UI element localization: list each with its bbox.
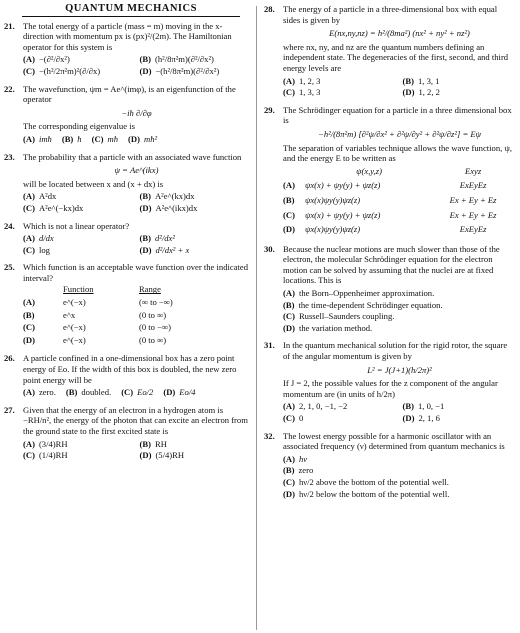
option-b[interactable]	[403, 401, 517, 412]
right-column	[264, 4, 516, 506]
option-text: −(∂²/∂x²)	[38, 54, 70, 65]
option-b[interactable]	[283, 193, 513, 208]
option-text: (5/4)RH	[155, 450, 185, 461]
question-text: Which is not a linear operator?	[23, 220, 130, 231]
option-label: (D)	[283, 224, 295, 235]
option-text: A²e^(kx)dx	[154, 191, 195, 202]
function-value: e^x	[63, 309, 76, 320]
option-label: (A)	[23, 297, 35, 308]
column-header-psi: ψ(x,y,z)	[356, 165, 382, 176]
question-number: 26.	[4, 353, 15, 364]
option-b[interactable]	[403, 76, 517, 87]
equation: L² = J(J+1)(h/2π)²	[367, 364, 432, 375]
option-d[interactable]	[283, 323, 516, 334]
option-label: (C)	[23, 322, 35, 333]
question-text: The lowest energy possible for a harmonic oscillator with an associated frequency (ν) determined from quantum mechanics is	[283, 430, 505, 452]
function-value: e^(−x)	[63, 334, 86, 345]
option-label: (C)	[23, 65, 35, 76]
option-d[interactable]	[140, 450, 251, 461]
option-text: hν/2 below the bottom of the potential well.	[298, 488, 450, 499]
answer-options	[23, 387, 250, 398]
question-text: The probability that a particle with an associated wave function	[23, 151, 242, 162]
equation: ψ = Ae^(ikx)	[114, 165, 159, 176]
column-header-energy: Exyz	[464, 165, 482, 176]
option-c[interactable]	[283, 208, 513, 223]
option-text: A²e^(−kx)dx	[38, 202, 84, 213]
option-a[interactable]	[23, 233, 134, 244]
option-c[interactable]	[283, 413, 397, 424]
option-label: (D)	[128, 133, 140, 144]
option-d[interactable]	[283, 222, 513, 237]
question-text-continued: where nx, ny, and nz are the quantum numbers defining an independent state. The degeneracies of the first, second, and third energy levels are	[283, 41, 509, 73]
question-number: 23.	[4, 151, 15, 162]
option-text: the Born–Oppenheimer approximation.	[298, 288, 435, 299]
option-c[interactable]	[23, 203, 134, 214]
option-label: (C)	[23, 202, 35, 213]
option-text: hν	[298, 453, 308, 464]
left-column	[4, 4, 250, 468]
option-label: (B)	[139, 233, 151, 244]
answer-options	[23, 439, 250, 461]
option-label: (D)	[402, 413, 415, 423]
option-text: zero.	[38, 387, 56, 398]
option-a[interactable]	[23, 191, 134, 202]
option-text: (h²/8π²m)(∂²/∂x²)	[154, 54, 214, 65]
option-c[interactable]	[121, 387, 153, 398]
option-text: −(h²/8π²m)(∂²/∂x²)	[155, 65, 220, 76]
option-label: (A)	[23, 191, 35, 202]
option-text: the variation method.	[298, 322, 373, 333]
option-label: (A)	[23, 133, 35, 144]
option-text: log	[38, 244, 50, 255]
option-text: 2, 1, 0, −1, −2	[298, 401, 348, 412]
option-text: d²/dx²	[154, 233, 175, 244]
question-29	[264, 105, 516, 237]
option-c[interactable]	[283, 477, 516, 488]
question-31	[264, 340, 516, 423]
option-text: mħ²	[143, 133, 158, 144]
option-text: d/dx	[38, 233, 54, 244]
option-label: (A)	[23, 387, 35, 398]
question-text: Which function is an acceptable wave function over the indicated interval?	[23, 262, 249, 283]
option-d[interactable]	[140, 203, 251, 214]
option-d[interactable]	[23, 334, 223, 347]
answer-options	[23, 134, 250, 145]
option-label: (B)	[283, 194, 295, 205]
option-c[interactable]	[283, 87, 397, 98]
option-label: (A)	[283, 401, 295, 412]
option-label: (A)	[23, 233, 35, 244]
question-number: 31.	[264, 340, 275, 351]
option-a[interactable]	[283, 401, 397, 412]
answer-options	[283, 288, 516, 333]
question-24	[4, 221, 250, 256]
option-label: (A)	[283, 288, 295, 299]
answer-options	[23, 54, 250, 76]
option-c[interactable]	[92, 134, 118, 145]
question-number: 32.	[264, 430, 275, 441]
option-label: (C)	[121, 387, 134, 398]
equation: −h²/(8π²m) [∂²ψ/∂x² + ∂²ψ/∂y² + ∂²ψ/∂z²] = Eψ	[318, 128, 481, 139]
option-d[interactable]	[140, 66, 251, 77]
option-c[interactable]	[23, 321, 223, 334]
range-value: (0 to −∞)	[138, 322, 171, 333]
question-text: A particle confined in a one-dimensional box has a zero point energy of Eo. If the width of this box is doubled, the new zero point energy will be	[23, 353, 237, 385]
option-label: (D)	[23, 334, 35, 345]
option-label: (A)	[283, 180, 295, 191]
option-text: (1/4)RH	[38, 450, 68, 461]
option-label: (B)	[402, 75, 414, 86]
option-text: ħ	[77, 133, 82, 144]
option-a[interactable]	[283, 178, 513, 193]
option-label: (C)	[23, 450, 35, 461]
psi-value: ψx(x) + ψy(y) + ψz(z)	[305, 180, 381, 191]
question-number: 24.	[4, 220, 15, 231]
question-number: 22.	[4, 83, 15, 94]
range-value: (0 to ∞)	[138, 309, 167, 320]
question-text-continued: will be located between x and (x + dx) is	[23, 178, 164, 189]
option-b[interactable]	[140, 54, 251, 65]
table-header-row	[23, 283, 223, 296]
option-text: −(h²/2π²m)²(∂/∂x)	[38, 65, 101, 76]
option-label: (D)	[283, 322, 295, 333]
psi-value: ψx(x)ψy(y)ψz(z)	[305, 224, 361, 235]
column-header-function: Function	[63, 284, 94, 295]
option-text: doubled.	[81, 387, 112, 398]
question-number: 27.	[4, 404, 15, 415]
option-label: (C)	[23, 244, 35, 255]
question-text-continued: The corresponding eigenvalue is	[23, 121, 135, 132]
answer-options	[23, 191, 250, 213]
equation: E(nx,ny,nz) = h²/(8ma²) (nx² + ny² + nz²)	[329, 28, 470, 39]
answer-options	[23, 233, 250, 255]
range-value: (0 to ∞)	[138, 334, 167, 345]
option-text: 2, 1, 6	[418, 413, 440, 423]
option-b[interactable]	[283, 465, 516, 476]
option-c[interactable]	[23, 66, 134, 77]
option-label: (B)	[139, 438, 151, 449]
option-label: (C)	[283, 311, 295, 322]
question-text: Because the nuclear motions are much slower than those of the electron, the molecular Schrödinger equation for the electron motion can be solved by assuming that the nuclei are at fixed locations. This is	[283, 243, 500, 286]
psi-value: ψx(x)ψy(y)ψz(z)	[305, 194, 361, 205]
equation: −iħ ∂/∂φ	[121, 107, 152, 118]
question-text: The wavefunction, ψm = Ae^(imφ), is an eigenfunction of the operator	[23, 83, 236, 105]
answer-options	[283, 401, 516, 423]
option-label: (D)	[402, 87, 415, 98]
question-text: The energy of a particle in a three-dimensional box with equal sides is given by	[283, 4, 498, 25]
option-label: (C)	[283, 476, 295, 487]
section-title: QUANTUM MECHANICS	[22, 4, 240, 17]
option-d[interactable]	[403, 413, 517, 424]
question-26	[4, 353, 250, 397]
question-23	[4, 152, 250, 214]
answer-options	[283, 454, 516, 499]
option-c[interactable]	[23, 450, 134, 461]
table-header-row	[283, 164, 513, 179]
option-a[interactable]	[283, 454, 516, 465]
function-value: e^(−x)	[63, 322, 86, 333]
option-label: (C)	[283, 209, 295, 220]
option-label: (C)	[91, 133, 104, 144]
options-table	[23, 283, 223, 346]
option-c[interactable]	[283, 311, 516, 322]
option-text: 0	[298, 413, 304, 423]
option-d[interactable]	[163, 387, 195, 398]
option-b[interactable]	[140, 233, 251, 244]
energy-value: ExEyEz	[459, 180, 487, 191]
option-b[interactable]	[66, 387, 111, 398]
energy-value: Ex + Ey + Ez	[449, 194, 497, 205]
option-label: (C)	[283, 87, 295, 98]
option-a[interactable]	[23, 134, 52, 145]
option-d[interactable]	[403, 87, 517, 98]
question-22	[4, 84, 250, 145]
question-number: 30.	[264, 243, 275, 254]
range-value: (∞ to −∞)	[138, 297, 173, 308]
option-text: the time-dependent Schrödinger equation.	[298, 299, 443, 310]
option-label: (B)	[23, 309, 35, 320]
energy-value: Ex + Ey + Ez	[449, 209, 497, 220]
question-text-continued: If J = 2, the possible values for the z component of the angular momentum are (in units of h/2π)	[283, 378, 498, 399]
option-text: imħ	[38, 133, 52, 144]
option-text: 1, 0, −1	[417, 401, 445, 412]
option-label: (D)	[139, 65, 152, 76]
option-label: (D)	[283, 488, 295, 499]
option-text: A²dx	[38, 191, 57, 202]
option-label: (A)	[283, 75, 295, 86]
column-divider	[256, 6, 257, 630]
option-label: (A)	[23, 54, 35, 65]
option-b[interactable]	[140, 439, 251, 450]
option-text: 1, 2, 2	[418, 87, 440, 98]
question-text-continued: The separation of variables technique allows the wave function, ψ, and the energy E to be written as	[283, 142, 512, 164]
question-number: 28.	[264, 4, 275, 14]
option-text: mħ	[107, 133, 119, 144]
option-d[interactable]	[140, 245, 251, 256]
option-label: (D)	[139, 202, 152, 213]
column-header-range: Range	[138, 284, 161, 295]
option-label: (D)	[139, 450, 152, 461]
option-text: 1, 3, 3	[298, 87, 321, 98]
question-text: The total energy of a particle (mass = m) moving in the x-direction with momentum px is (px)²/(2m). The Hamiltonian operator for this system is	[23, 20, 232, 52]
question-32	[264, 431, 516, 500]
option-label: (A)	[283, 453, 295, 464]
question-text: Given that the energy of an electron in a hydrogen atom is −RH/n², the energy of the photon that can excite an electron from the ground state to the first excited state is	[23, 404, 248, 436]
option-text: Eo/4	[179, 387, 196, 398]
option-label: (C)	[283, 413, 295, 423]
question-number: 25.	[4, 262, 15, 273]
option-label: (A)	[23, 438, 35, 449]
option-a[interactable]	[23, 296, 223, 309]
question-number: 21.	[4, 20, 15, 31]
question-number: 29.	[264, 104, 275, 115]
option-b[interactable]	[62, 134, 82, 145]
option-text: (3/4)RH	[38, 438, 68, 449]
option-text: A²e^(ikx)dx	[155, 202, 198, 213]
option-b[interactable]	[283, 300, 516, 311]
answer-options	[283, 76, 516, 98]
option-label: (B)	[65, 387, 78, 398]
option-label: (B)	[283, 299, 295, 310]
question-30	[264, 244, 516, 334]
option-c[interactable]	[23, 245, 134, 256]
question-28	[264, 4, 516, 98]
option-text: 1, 3, 1	[417, 75, 440, 86]
function-value: e^(−x)	[63, 297, 86, 308]
option-label: (D)	[139, 244, 152, 255]
psi-value: ψx(x) + ψy(y) + ψz(z)	[305, 209, 381, 220]
option-text: hν/2 above the bottom of the potential well.	[298, 476, 449, 487]
option-b[interactable]	[23, 309, 223, 322]
option-label: (D)	[163, 387, 176, 398]
option-a[interactable]	[283, 288, 516, 299]
question-21	[4, 21, 250, 77]
option-a[interactable]	[23, 54, 134, 65]
option-label: (B)	[139, 191, 151, 202]
option-label: (B)	[283, 465, 295, 476]
option-text: Eo/2	[137, 387, 154, 398]
option-text: 1, 2, 3	[298, 75, 321, 86]
option-d[interactable]	[283, 489, 516, 500]
option-text: zero	[298, 465, 314, 476]
question-25	[4, 262, 250, 346]
option-text: RH	[154, 438, 167, 449]
option-a[interactable]	[23, 387, 56, 398]
option-b[interactable]	[140, 191, 251, 202]
option-text: d²/dx² + x	[155, 244, 190, 255]
option-label: (B)	[139, 54, 151, 65]
option-text: Russell–Saunders coupling.	[298, 311, 395, 322]
option-a[interactable]	[23, 439, 134, 450]
energy-value: ExEyEz	[459, 224, 487, 235]
question-27	[4, 405, 250, 461]
question-text: The Schrödinger equation for a particle in a three dimensional box is	[283, 104, 512, 126]
option-a[interactable]	[283, 76, 397, 87]
options-table	[283, 164, 513, 237]
option-label: (B)	[402, 401, 414, 412]
question-text: In the quantum mechanical solution for the rigid rotor, the square of the angular momentum is given by	[283, 340, 508, 362]
option-d[interactable]	[128, 134, 157, 145]
option-label: (B)	[61, 133, 74, 144]
